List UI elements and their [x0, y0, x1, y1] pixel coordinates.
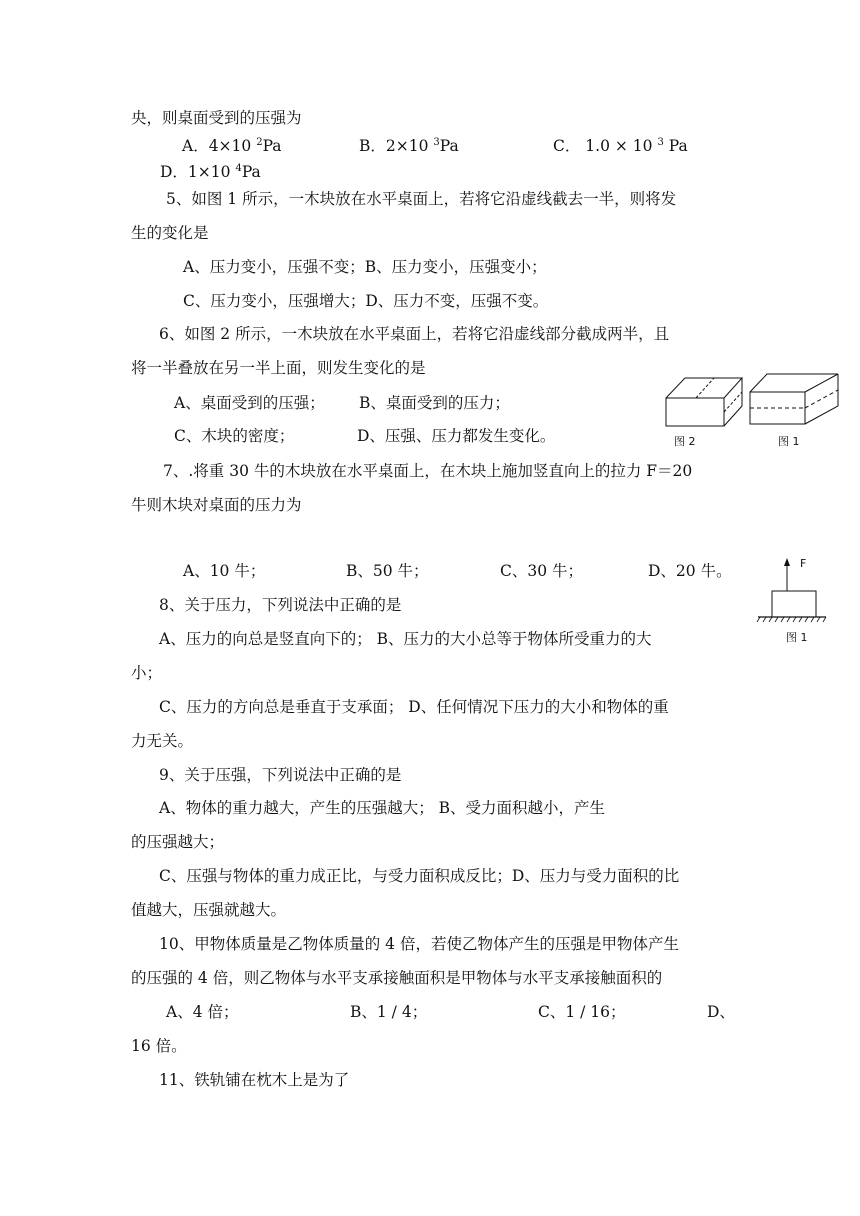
q4-option-a [182, 136, 282, 156]
q9-options-ab-1: A、物体的重力越大，产生的压强越大； B、受力面积越小，产生 [159, 799, 606, 817]
q6-option-b: B、桌面受到的压力； [359, 394, 510, 412]
q7-option-b: B、50 牛； [346, 562, 429, 580]
q4-option-d-exponent: 4 [235, 163, 242, 174]
q7-line-2: 牛则木块对桌面的压力为 [131, 496, 302, 514]
q7-option-d: D、20 牛。 [648, 562, 732, 580]
figure-2-label: 图 2 [674, 435, 696, 448]
q10-line-1: 10、甲物体质量是乙物体质量的 4 倍，若使乙物体产生的压强是甲物体产生 [159, 935, 679, 953]
q5-line-1: 5、如图 1 所示，一木块放在水平桌面上，若将它沿虚线截去一半，则将发 [166, 190, 677, 208]
q10-option-a: A、4 倍； [166, 1003, 239, 1021]
q8-options-ab-2: 小； [131, 664, 163, 682]
force-figure-block [772, 591, 816, 617]
q4-option-a-unit: Pa [262, 137, 282, 155]
block-figures [660, 368, 845, 452]
q7-line-1: 7、.将重 30 牛的木块放在水平桌面上，在木块上施加竖直向上的拉力 F＝20 [163, 462, 693, 480]
q8-options-cd-1: C、压力的方向总是垂直于支承面； D、任何情况下压力的大小和物体的重 [159, 698, 669, 716]
q5-line-2: 生的变化是 [131, 224, 209, 242]
q8-options-cd-2: 力无关。 [131, 732, 194, 750]
q6-line-1: 6、如图 2 所示，一木块放在水平桌面上，若将它沿虚线部分截成两半，且 [159, 325, 670, 343]
q4-option-d-unit: Pa [241, 163, 261, 181]
q4-option-c-exponent: 3 [657, 137, 664, 148]
block-figure-2 [666, 378, 742, 426]
q4-option-b [359, 136, 459, 156]
q4-option-a-exponent: 2 [256, 137, 263, 148]
q11-line-1: 11、铁轨铺在枕木上是为了 [159, 1071, 350, 1089]
q7-option-c: C、30 牛； [500, 562, 584, 580]
q8-line-1: 8、关于压力，下列说法中正确的是 [159, 596, 402, 614]
q10-option-c: C、1 / 16； [538, 1003, 626, 1021]
q6-line-2: 将一半叠放在另一半上面，则发生变化的是 [131, 359, 426, 377]
q6-option-a: A、桌面受到的压强； [174, 394, 325, 412]
q4-option-d [160, 162, 261, 182]
force-label: F [800, 557, 807, 570]
q4-option-b-unit: Pa [439, 137, 459, 155]
block-figure-1 [750, 374, 838, 424]
q9-options-ab-2: 的压强越大； [131, 833, 225, 851]
q4-option-b-exponent: 3 [433, 137, 440, 148]
force-figure [756, 553, 830, 647]
q10-line-2: 的压强的 4 倍，则乙物体与水平支承接触面积是甲物体与水平支承接触面积的 [131, 969, 663, 987]
force-arrow-head [784, 558, 790, 566]
q5-options-cd: C、压力变小，压强增大；D、压力不变，压强不变。 [183, 292, 549, 310]
force-figure-hatching [757, 617, 826, 622]
q4-option-c-base: C． 1.0 × 10 [553, 137, 658, 155]
q4-option-b-base: B．2×10 [359, 137, 434, 155]
q4-option-a-base: A．4×10 [182, 137, 257, 155]
q6-option-d: D、压强、压力都发生变化。 [357, 427, 556, 445]
q7-option-a: A、10 牛； [183, 562, 266, 580]
q4-option-c [553, 136, 688, 156]
figure-1-label: 图 1 [778, 435, 800, 448]
q9-options-cd-2: 值越大，压强就越大。 [131, 901, 287, 919]
q8-options-ab-1: A、压力的向总是竖直向下的； B、压力的大小总等于物体所受重力的大 [159, 630, 652, 648]
force-figure-label: 图 1 [786, 631, 808, 644]
q5-options-ab: A、压力变小，压强不变；B、压力变小，压强变小； [183, 258, 547, 276]
q4-stem: 央，则桌面受到的压强为 [131, 109, 302, 127]
q6-option-c: C、木块的密度； [174, 427, 295, 445]
q4-option-d-base: D．1×10 [160, 163, 236, 181]
q4-option-c-unit: Pa [663, 137, 688, 155]
q9-options-cd-1: C、压强与物体的重力成正比，与受力面积成反比；D、压力与受力面积的比 [159, 867, 680, 885]
q9-line-1: 9、关于压强，下列说法中正确的是 [159, 766, 402, 784]
q10-option-d-value: 16 倍。 [131, 1037, 187, 1055]
q10-option-b: B、1 / 4； [350, 1003, 428, 1021]
q10-option-d-label: D、 [707, 1003, 735, 1021]
